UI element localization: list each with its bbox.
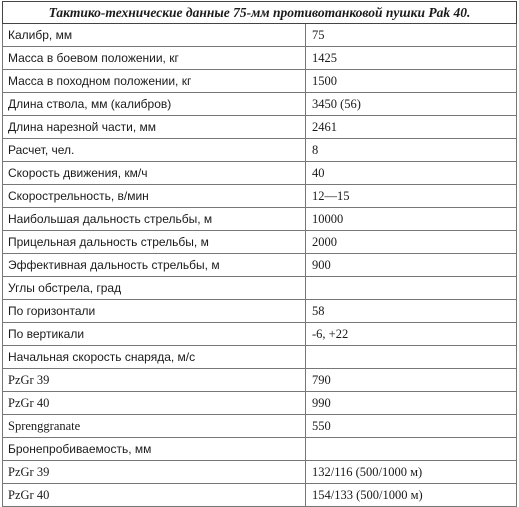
table-row [3, 277, 517, 300]
row-label: Длина нарезной части, мм [3, 116, 306, 139]
row-value: 790 [306, 369, 517, 392]
table-row [3, 484, 517, 507]
table-row [3, 461, 517, 484]
row-value: 2000 [306, 231, 517, 254]
table-title: Тактико-технические данные 75-мм противотанковой пушки Pak 40. [3, 2, 517, 24]
row-label: Масса в боевом положении, кг [3, 47, 306, 70]
row-value: 10000 [306, 208, 517, 231]
row-value: 1500 [306, 70, 517, 93]
row-label: PzGr 40 [3, 484, 306, 507]
table-row [3, 369, 517, 392]
row-label: Sprenggranate [3, 415, 306, 438]
table-row [3, 346, 517, 369]
table-body [3, 24, 517, 507]
row-label: Масса в походном положении, кг [3, 70, 306, 93]
row-label: По вертикали [3, 323, 306, 346]
row-value: 990 [306, 392, 517, 415]
row-value: 154/133 (500/1000 м) [306, 484, 517, 507]
row-value: 58 [306, 300, 517, 323]
table-row [3, 116, 517, 139]
table-row [3, 70, 517, 93]
row-value [306, 346, 517, 369]
row-label: PzGr 39 [3, 369, 306, 392]
row-value: 75 [306, 24, 517, 47]
table-row [3, 47, 517, 70]
row-label: Углы обстрела, град [3, 277, 306, 300]
row-label: Скорострельность, в/мин [3, 185, 306, 208]
row-value: 12—15 [306, 185, 517, 208]
specs-table-container [2, 1, 516, 507]
row-value: -6, +22 [306, 323, 517, 346]
specs-table [2, 1, 517, 507]
row-value [306, 438, 517, 461]
title-row [3, 2, 517, 24]
table-row [3, 415, 517, 438]
row-label: Калибр, мм [3, 24, 306, 47]
row-value: 550 [306, 415, 517, 438]
row-label: Прицельная дальность стрельбы, м [3, 231, 306, 254]
row-label: Эффективная дальность стрельбы, м [3, 254, 306, 277]
table-row [3, 323, 517, 346]
table-row [3, 139, 517, 162]
table-row [3, 93, 517, 116]
table-row [3, 185, 517, 208]
row-value: 2461 [306, 116, 517, 139]
table-row [3, 392, 517, 415]
row-label: PzGr 40 [3, 392, 306, 415]
table-row [3, 24, 517, 47]
row-label: Скорость движения, км/ч [3, 162, 306, 185]
row-value: 8 [306, 139, 517, 162]
row-value: 900 [306, 254, 517, 277]
row-value: 40 [306, 162, 517, 185]
row-value: 1425 [306, 47, 517, 70]
row-label: PzGr 39 [3, 461, 306, 484]
table-row [3, 231, 517, 254]
table-row [3, 438, 517, 461]
row-label: По горизонтали [3, 300, 306, 323]
table-row [3, 208, 517, 231]
table-row [3, 300, 517, 323]
row-label: Длина ствола, мм (калибров) [3, 93, 306, 116]
row-label: Бронепробиваемость, мм [3, 438, 306, 461]
row-value [306, 277, 517, 300]
row-value: 3450 (56) [306, 93, 517, 116]
row-value: 132/116 (500/1000 м) [306, 461, 517, 484]
row-label: Расчет, чел. [3, 139, 306, 162]
row-label: Начальная скорость снаряда, м/с [3, 346, 306, 369]
table-row [3, 254, 517, 277]
row-label: Наибольшая дальность стрельбы, м [3, 208, 306, 231]
table-row [3, 162, 517, 185]
